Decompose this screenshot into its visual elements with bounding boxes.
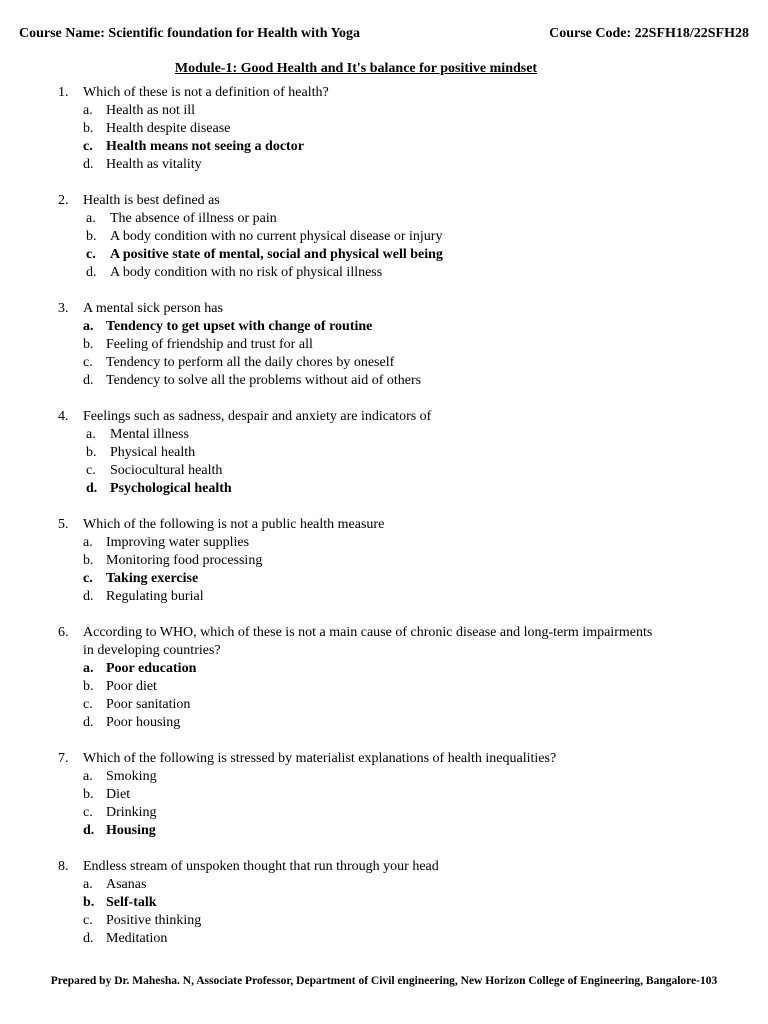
option-text: Health as not ill: [106, 103, 196, 118]
module-title: Module-1: Good Health and It's balance for positive mindset: [174, 61, 538, 76]
answer-option: [0, 156, 768, 174]
answer-option: [0, 696, 768, 714]
answer-option-correct: [0, 318, 768, 336]
footer-credit: Prepared by Dr. Mahesha. N, Associate Professor, Department of Civil engineering, New Horizon College of Engineering, Bangalore-103: [50, 975, 718, 987]
option-letter: d.: [86, 265, 97, 280]
option-text: Smoking: [106, 769, 157, 784]
option-letter: c.: [83, 355, 93, 370]
question-text: Which of these is not a definition of health?: [83, 85, 329, 100]
answer-option: [0, 372, 768, 390]
option-text: Poor housing: [106, 715, 181, 730]
question-number: 4.: [58, 409, 69, 424]
option-text: Tendency to solve all the problems without aid of others: [106, 373, 422, 388]
answer-option-correct: [0, 822, 768, 840]
option-text: Asanas: [106, 877, 147, 892]
option-letter: c.: [86, 247, 96, 262]
answer-option: [0, 912, 768, 930]
answer-option: [0, 444, 768, 462]
option-letter: a.: [83, 769, 93, 784]
question-stem: [0, 750, 768, 768]
answer-option: [0, 264, 768, 282]
question-number: 1.: [58, 85, 69, 100]
question-item: [0, 192, 768, 282]
answer-option-correct: [0, 660, 768, 678]
option-text: Taking exercise: [106, 571, 199, 586]
option-letter: b.: [83, 337, 94, 352]
question-number: 5.: [58, 517, 69, 532]
option-letter: d.: [83, 589, 94, 604]
answer-option: [0, 462, 768, 480]
question-number: 8.: [58, 859, 69, 874]
answer-option-correct: [0, 246, 768, 264]
option-letter: b.: [83, 787, 94, 802]
option-text: Drinking: [106, 805, 157, 820]
question-number: 2.: [58, 193, 69, 208]
question-stem: [0, 84, 768, 102]
answer-option-correct: [0, 570, 768, 588]
question-text: Which of the following is stressed by materialist explanations of health inequalities?: [83, 751, 557, 766]
answer-option-correct: [0, 894, 768, 912]
option-letter: c.: [83, 571, 93, 586]
option-letter: a.: [83, 535, 93, 550]
question-stem-continued: [0, 642, 768, 660]
answer-option: [0, 426, 768, 444]
question-item: [0, 516, 768, 606]
question-stem: [0, 408, 768, 426]
question-item: [0, 750, 768, 840]
question-stem: [0, 300, 768, 318]
option-text: Improving water supplies: [106, 535, 250, 550]
question-number: 3.: [58, 301, 69, 316]
option-letter: c.: [83, 913, 93, 928]
answer-option: [0, 714, 768, 732]
answer-option: [0, 336, 768, 354]
option-letter: b.: [86, 445, 97, 460]
question-item: [0, 624, 768, 732]
option-letter: c.: [86, 463, 96, 478]
option-text: Tendency to perform all the daily chores by oneself: [106, 355, 395, 370]
question-item: [0, 408, 768, 498]
option-text: Monitoring food processing: [106, 553, 263, 568]
option-letter: b.: [86, 229, 97, 244]
answer-option: [0, 534, 768, 552]
option-text: A body condition with no risk of physical illness: [110, 265, 383, 280]
answer-option: [0, 876, 768, 894]
option-text: Tendency to get upset with change of routine: [106, 319, 373, 334]
answer-option: [0, 588, 768, 606]
question-text: A mental sick person has: [83, 301, 223, 316]
option-letter: a.: [83, 661, 94, 676]
option-text: Health as vitality: [106, 157, 202, 172]
option-letter: a.: [83, 103, 93, 118]
page-header: [19, 26, 749, 46]
option-text: Poor sanitation: [106, 697, 191, 712]
question-text: Feelings such as sadness, despair and anxiety are indicators of: [83, 409, 432, 424]
question-text: According to WHO, which of these is not a main cause of chronic disease and long-term impairments: [83, 625, 653, 640]
option-letter: c.: [83, 805, 93, 820]
option-text: Housing: [106, 823, 156, 838]
question-stem: [0, 516, 768, 534]
option-letter: a.: [83, 877, 93, 892]
option-letter: b.: [83, 895, 95, 910]
option-text: Sociocultural health: [110, 463, 223, 478]
question-number: 6.: [58, 625, 69, 640]
question-stem: [0, 858, 768, 876]
course-name: Course Name: Scientific foundation for Health with Yoga: [19, 26, 361, 41]
option-letter: d.: [83, 715, 94, 730]
option-text: Physical health: [110, 445, 196, 460]
answer-option: [0, 552, 768, 570]
answer-option: [0, 678, 768, 696]
option-letter: d.: [86, 481, 98, 496]
option-text: Regulating burial: [106, 589, 204, 604]
answer-option: [0, 210, 768, 228]
question-stem: [0, 624, 768, 642]
question-item: [0, 858, 768, 948]
option-text: A positive state of mental, social and physical well being: [110, 247, 443, 262]
option-text: Feeling of friendship and trust for all: [106, 337, 313, 352]
question-text-continued: in developing countries?: [83, 643, 221, 658]
question-item: [0, 300, 768, 390]
option-text: Psychological health: [110, 481, 232, 496]
option-letter: b.: [83, 121, 94, 136]
question-stem: [0, 192, 768, 210]
option-text: Diet: [106, 787, 131, 802]
answer-option: [0, 804, 768, 822]
option-text: Meditation: [106, 931, 168, 946]
course-code: Course Code: 22SFH18/22SFH28: [549, 26, 749, 41]
option-letter: d.: [83, 931, 94, 946]
answer-option: [0, 768, 768, 786]
option-text: Health despite disease: [106, 121, 231, 136]
option-text: Positive thinking: [106, 913, 202, 928]
answer-option: [0, 228, 768, 246]
answer-option: [0, 786, 768, 804]
option-letter: d.: [83, 157, 94, 172]
option-text: Poor diet: [106, 679, 157, 694]
question-number: 7.: [58, 751, 69, 766]
option-text: A body condition with no current physical disease or injury: [110, 229, 443, 244]
option-text: Self-talk: [106, 895, 157, 910]
option-letter: a.: [83, 319, 94, 334]
option-letter: d.: [83, 823, 95, 838]
question-item: [0, 84, 768, 174]
option-text: Health means not seeing a doctor: [106, 139, 304, 154]
question-text: Endless stream of unspoken thought that run through your head: [83, 859, 439, 874]
question-list: [0, 84, 768, 966]
answer-option: [0, 930, 768, 948]
option-letter: c.: [83, 139, 93, 154]
option-letter: a.: [86, 427, 96, 442]
answer-option-correct: [0, 480, 768, 498]
option-text: The absence of illness or pain: [110, 211, 277, 226]
question-text: Which of the following is not a public health measure: [83, 517, 385, 532]
option-letter: a.: [86, 211, 96, 226]
option-letter: b.: [83, 679, 94, 694]
answer-option-correct: [0, 138, 768, 156]
option-letter: c.: [83, 697, 93, 712]
answer-option: [0, 102, 768, 120]
answer-option: [0, 354, 768, 372]
option-letter: d.: [83, 373, 94, 388]
option-letter: b.: [83, 553, 94, 568]
question-text: Health is best defined as: [83, 193, 220, 208]
answer-option: [0, 120, 768, 138]
option-text: Poor education: [106, 661, 197, 676]
option-text: Mental illness: [110, 427, 189, 442]
